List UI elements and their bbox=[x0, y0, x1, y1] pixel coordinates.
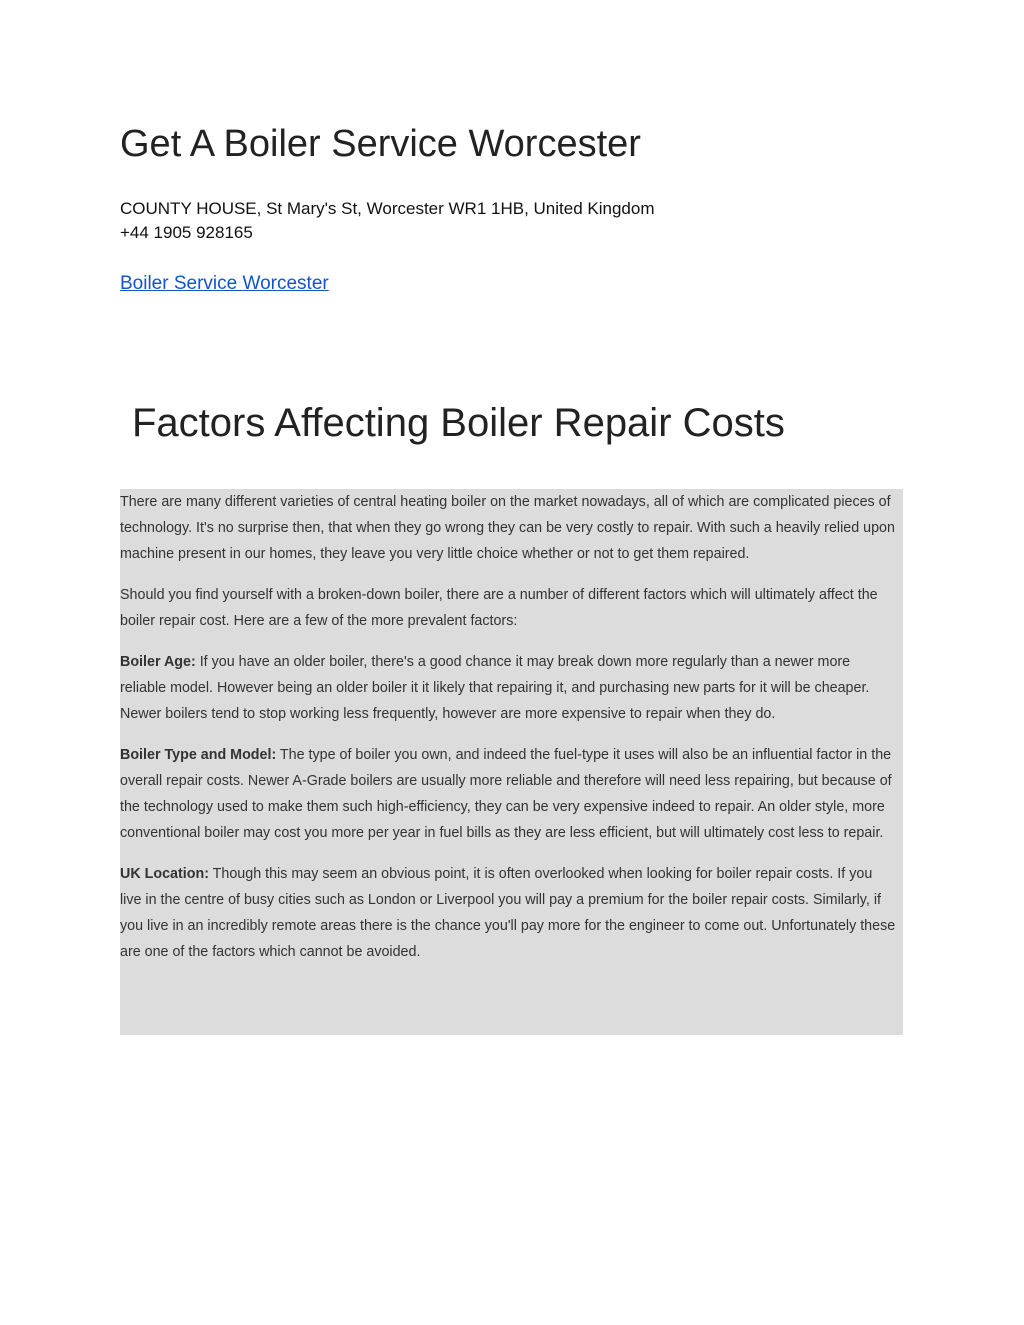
paragraph-text: The type of boiler you own, and indeed the fuel-type it uses will also be an influential factor in the overall repair costs. Newer A-Grade boilers are usually more reliable and therefore will need less repairing, but because of the technology used to make them such high-efficiency, they can be very expensive indeed to repair. An older style, more conventional boiler may cost you more per year in fuel bills as they are less efficient, but will ultimately cost less to repair. bbox=[120, 747, 892, 841]
paragraph-text: Though this may seem an obvious point, it is often overlooked when looking for boiler repair costs. If you live in the centre of busy cities such as London or Liverpool you will pay a premium for the boiler repair costs. Similarly, if you live in an incredibly remote areas there is the chance you'll pay more for the engineer to come out. Unfortunately these are one of the factors which cannot be avoided. bbox=[120, 866, 896, 960]
article-paragraph-boiler-type bbox=[120, 742, 897, 846]
contact-info bbox=[120, 197, 654, 245]
article-paragraph-boiler-age bbox=[120, 649, 897, 727]
page-title: Get A Boiler Service Worcester bbox=[120, 123, 641, 165]
boiler-service-link[interactable]: Boiler Service Worcester bbox=[120, 273, 329, 294]
phone-number: +44 1905 928165 bbox=[120, 223, 253, 242]
article-paragraph-uk-location bbox=[120, 861, 897, 965]
paragraph-label: UK Location: bbox=[120, 866, 209, 882]
paragraph-label: Boiler Type and Model: bbox=[120, 747, 277, 763]
paragraph-text: Should you find yourself with a broken-down boiler, there are a number of different factors which will ultimately affect the boiler repair cost. Here are a few of the more prevalent factors: bbox=[120, 587, 878, 629]
paragraph-text: There are many different varieties of central heating boiler on the market nowadays, all of which are complicated pieces of technology. It's no surprise then, that when they go wrong they can be very costly to repair. With such a heavily relied upon machine present in our homes, they leave you very little choice whether or not to get them repaired. bbox=[120, 494, 895, 562]
article-paragraph-factors-intro bbox=[120, 582, 897, 634]
article-heading: Factors Affecting Boiler Repair Costs bbox=[132, 401, 785, 445]
paragraph-text: If you have an older boiler, there's a good chance it may break down more regularly than a newer more reliable model. However being an older boiler it it likely that repairing it, and purchasing new parts for it will be cheaper. Newer boilers tend to stop working less frequently, however are more expensive to repair when they do. bbox=[120, 654, 870, 722]
article-paragraph-intro bbox=[120, 489, 897, 567]
address-line: COUNTY HOUSE, St Mary's St, Worcester WR1 1HB, United Kingdom bbox=[120, 199, 655, 218]
article-body bbox=[120, 489, 903, 1035]
paragraph-label: Boiler Age: bbox=[120, 654, 196, 670]
